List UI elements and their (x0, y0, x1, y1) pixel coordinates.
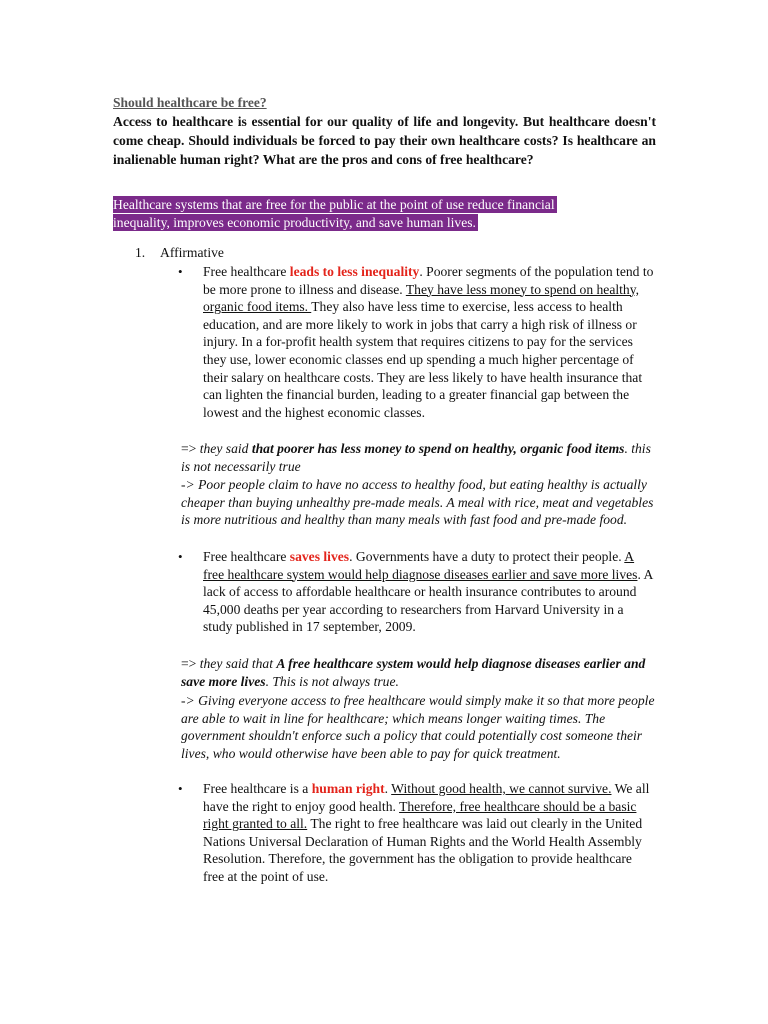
rebuttal-text: they said (199, 441, 252, 456)
list-number: 1. (135, 245, 146, 260)
document-title: Should healthcare be free? (113, 95, 267, 110)
bullet-icon: • (178, 781, 183, 796)
quoted-claim: that poorer has less money to spend on healthy, organic food items (251, 441, 625, 456)
bullet-text: . A lack of access to affordable healthcare or health insurance contributes to around 45,000 deaths per year according to researchers from Harvard University in a study published in 17 september, 2009. (203, 566, 653, 635)
bullet-inequality (203, 263, 655, 421)
rebuttal-1-reply: -> Poor people claim to have no access to healthy food, but eating healthy is actually cheaper than buying unhealthy pre-made meals. A meal with rice, meat and vegetables is more nutritious and healthy than many meals with fast food and pre-made food. (181, 477, 654, 528)
bullet-lead: Free healthcare (203, 549, 290, 564)
bullet-human-right (203, 780, 655, 886)
thesis-highlight (113, 196, 605, 232)
arrow-symbol: => (181, 656, 200, 671)
intro-paragraph: Access to healthcare is essential for our quality of life and longevity. But healthcare doesn't come cheap. Should individuals be forced to pay their own healthcare costs? Is healthcare an inalienable human right? What are the pros and cons of free healthcare? (113, 114, 656, 167)
quoted-claim: A free healthcare system would help diagnose diseases earlier and save more lives (181, 656, 646, 689)
thesis-text: Healthcare systems that are free for the public at the point of use reduce financial inequality, improves economic productivity, and save human lives. (113, 197, 555, 230)
rebuttal-2-reply: -> Giving everyone access to free healthcare would simply make it so that more people are able to wait in line for healthcare; which means longer waiting times. The government shouldn't enforce such a policy that could potentially cost someone their lives, who would otherwise have been able to pay for quick treatment. (181, 693, 655, 761)
rebuttal-text: . this is not necessarily true (181, 441, 651, 474)
rebuttal-2-claim (181, 655, 656, 690)
underlined-text: They have less money to spend on healthy, organic food items. (203, 281, 640, 315)
bullet-lead: Free healthcare is a (203, 781, 312, 796)
bullet-icon: • (178, 549, 183, 564)
bullet-text: . Governments have a duty to protect their people. (349, 549, 625, 564)
key-phrase: saves lives (289, 549, 350, 564)
underlined-text: A free healthcare system would help diagnose diseases earlier and save more lives (203, 549, 638, 582)
underlined-text: Therefore, free healthcare should be a basic right granted to all. (203, 798, 637, 832)
bullet-text: The right to free healthcare was laid out clearly in the United Nations Universal Declaration of Human Rights and the World Health Assembly Resolution. Therefore, the government has the obligation to provide healthcare free at the point of use. (203, 816, 643, 884)
rebuttal-text: they said that (199, 656, 277, 671)
key-phrase: human right (311, 781, 385, 796)
bullet-text: We all have the right to enjoy good health. (203, 781, 650, 814)
bullet-icon: • (178, 264, 183, 279)
bullet-text: . Poorer segments of the population tend to be more prone to illness and disease. (203, 264, 654, 297)
section-heading: Affirmative (160, 245, 224, 260)
underlined-text: Without good health, we cannot survive. (391, 781, 612, 796)
rebuttal-1-claim (181, 440, 656, 475)
key-phrase: leads to less inequality (289, 264, 420, 279)
rebuttal-text: . This is not always true. (265, 673, 399, 689)
bullet-text: . (384, 781, 392, 796)
bullet-text: They also have less time to exercise, less access to health education, and are more likely to work in jobs that carry a high risk of illness or injury. In a for-profit health system that requires citizens to pay for the services they use, lower economic classes end up spending a much higher percentage of their salary on healthcare costs. They are less likely to have health insurance that can lighten the financial burden, leading to a greater financial gap between the lowest and the highest economic classes. (203, 299, 643, 420)
bullet-saves-lives (203, 548, 655, 636)
bullet-lead: Free healthcare (203, 264, 290, 279)
arrow-symbol: => (181, 441, 200, 456)
